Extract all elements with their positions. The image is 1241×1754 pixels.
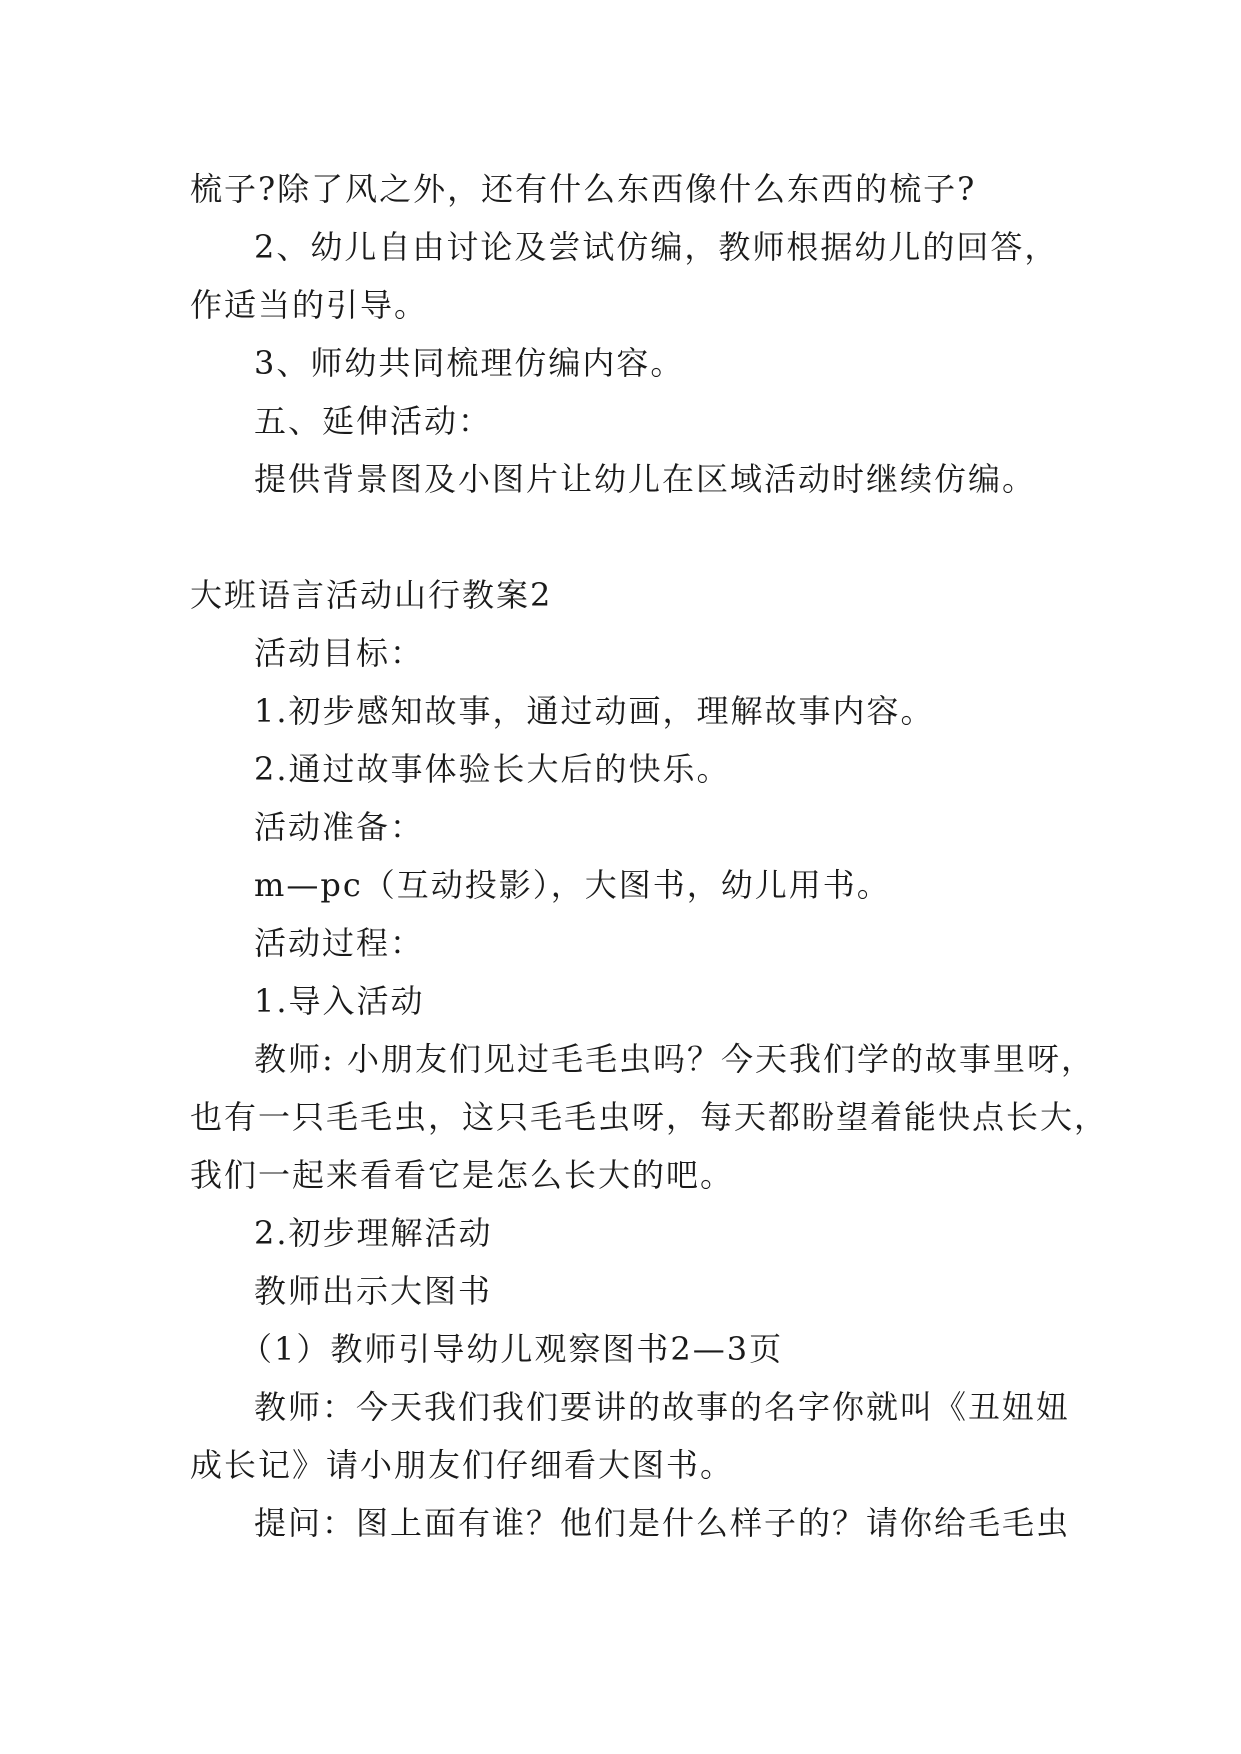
- document-body: [190, 160, 1109, 1552]
- text-line: 也有一只毛毛虫，这只毛毛虫呀，每天都盼望着能快点长大，: [190, 1098, 1109, 1136]
- text-line: 提供背景图及小图片让幼儿在区域活动时继续仿编。: [254, 460, 1037, 498]
- text-line: m—pc（互动投影），大图书，幼儿用书。: [254, 866, 891, 904]
- text-line: 2、幼儿自由讨论及尝试仿编，教师根据幼儿的回答，: [254, 228, 1059, 266]
- text-line: 教师出示大图书: [254, 1272, 493, 1310]
- text-line: 2.通过故事体验长大后的快乐。: [254, 750, 731, 788]
- text-line: 教师: 小朋友们见过毛毛虫吗？今天我们学的故事里呀，: [254, 1040, 1095, 1078]
- text-line: 1.初步感知故事，通过动画，理解故事内容。: [254, 692, 935, 730]
- text-line: 我们一起来看看它是怎么长大的吧。: [190, 1156, 735, 1194]
- text-line: 2.初步理解活动: [254, 1214, 493, 1252]
- text-line: 1.导入活动: [254, 982, 425, 1020]
- text-line: 成长记》请小朋友们仔细看大图书。: [190, 1446, 735, 1484]
- section-heading: 活动准备：: [254, 808, 425, 846]
- paragraph-gap: [190, 508, 1050, 566]
- text-line: 梳子?除了风之外，还有什么东西像什么东西的梳子?: [190, 170, 977, 208]
- text-line: 3、师幼共同梳理仿编内容。: [254, 344, 685, 382]
- section-heading: 五、延伸活动：: [254, 402, 493, 440]
- text-line: 作适当的引导。: [190, 286, 429, 324]
- document-title: 大班语言活动山行教案2: [190, 576, 553, 614]
- section-heading: 活动目标：: [254, 634, 425, 672]
- text-line: 提问：图上面有谁？他们是什么样子的？请你给毛毛虫: [254, 1504, 1071, 1542]
- text-line: 教师：今天我们我们要讲的故事的名字你就叫《丑妞妞: [254, 1388, 1071, 1426]
- text-line: （1）教师引导幼儿观察图书2—3页: [240, 1330, 784, 1368]
- section-heading: 活动过程：: [254, 924, 425, 962]
